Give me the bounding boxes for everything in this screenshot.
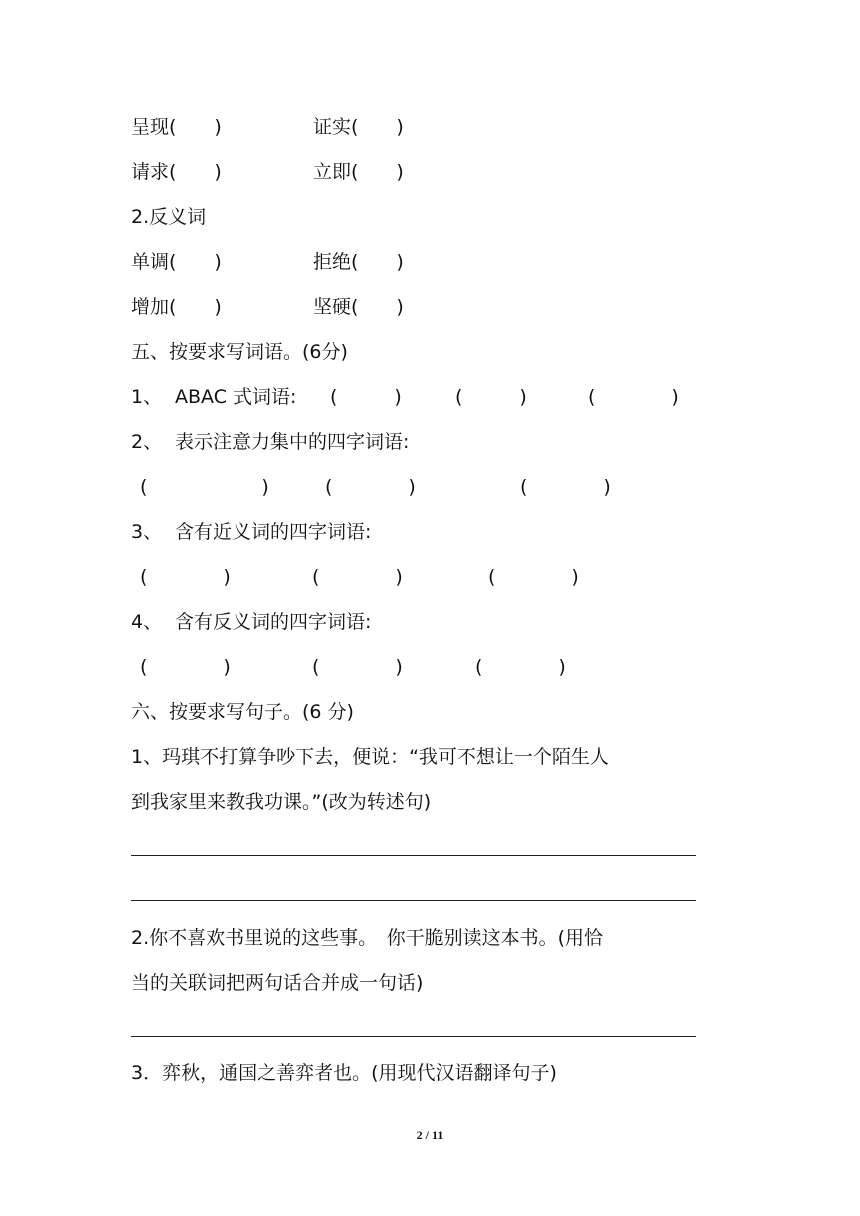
answer-blank[interactable]: ( ) [312, 566, 403, 588]
antonym-item: 增加( ) [131, 296, 222, 318]
antonym-item: 单调( ) [131, 251, 222, 273]
synonym-item: 请求( ) [131, 161, 222, 183]
antonym-item: 拒绝( ) [313, 251, 404, 273]
question-text: ABAC 式词语: [175, 386, 297, 408]
answer-blank[interactable]: ( ) [325, 476, 416, 498]
antonym-heading: 2.反义词 [131, 206, 207, 228]
answer-blank[interactable]: ( ) [140, 476, 269, 498]
antonym-item: 坚硬( ) [313, 296, 404, 318]
answer-blank[interactable]: ( ) [330, 386, 402, 408]
answer-blank[interactable]: ( ) [455, 386, 527, 408]
answer-blank[interactable]: ( ) [488, 566, 579, 588]
question-text: 含有近义词的四字词语: [175, 521, 372, 543]
question-text: 当的关联词把两句话合并成一句话) [131, 972, 424, 994]
question-number: 4、 [131, 611, 163, 633]
answer-line[interactable] [131, 1036, 696, 1037]
question-number: 1、 [131, 386, 163, 408]
synonym-item: 呈现( ) [131, 116, 222, 138]
answer-blank[interactable]: ( ) [520, 476, 611, 498]
answer-blank[interactable]: ( ) [140, 566, 231, 588]
synonym-item: 立即( ) [313, 161, 404, 183]
section-5-title: 五、按要求写词语。(6分) [131, 341, 348, 363]
question-text: 1、玛琪不打算争吵下去，便说：“我可不想让一个陌生人 [131, 746, 609, 768]
question-number: 3、 [131, 521, 163, 543]
answer-line[interactable] [131, 900, 696, 901]
page-number: 2 / 11 [416, 1128, 444, 1142]
question-text: 2.你不喜欢书里说的这些事。 你干脆别读这本书。(用恰 [131, 927, 604, 949]
answer-blank[interactable]: ( ) [475, 656, 566, 678]
answer-line[interactable] [131, 855, 696, 856]
answer-blank[interactable]: ( ) [312, 656, 403, 678]
synonym-item: 证实( ) [313, 116, 404, 138]
question-number: 2、 [131, 431, 163, 453]
answer-blank[interactable]: ( ) [140, 656, 231, 678]
question-text: 含有反义词的四字词语: [175, 611, 372, 633]
section-6-title: 六、按要求写句子。(6 分) [131, 701, 354, 723]
question-text: 表示注意力集中的四字词语: [175, 431, 410, 453]
answer-blank[interactable]: ( ) [588, 386, 679, 408]
question-text: 3．弈秋，通国之善弈者也。(用现代汉语翻译句子) [131, 1062, 557, 1084]
question-text: 到我家里来教我功课。”(改为转述句) [131, 791, 432, 813]
